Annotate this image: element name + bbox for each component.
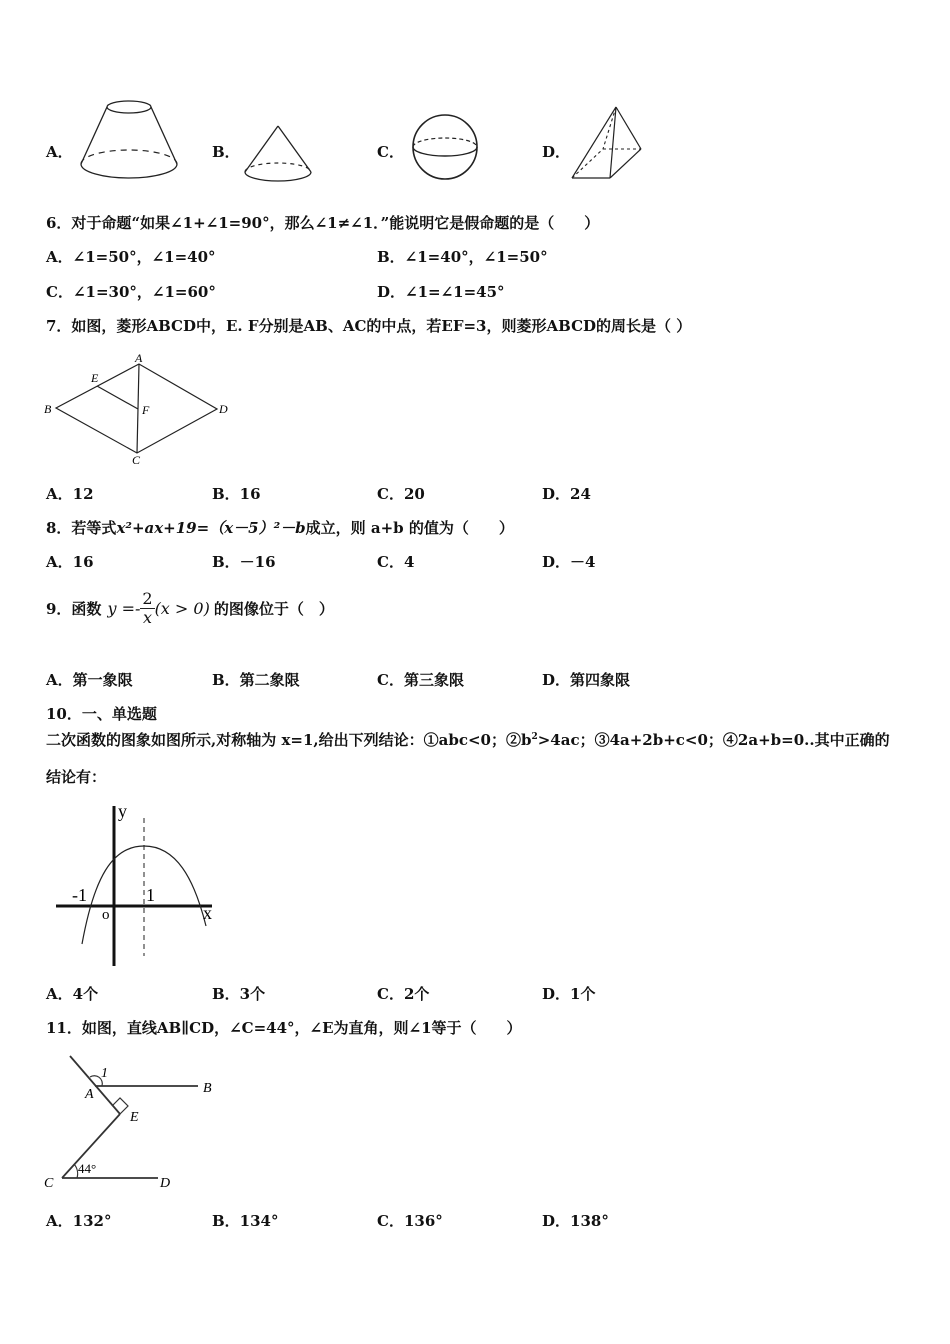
parallel-label-e: E: [130, 1110, 139, 1125]
q7-option-a: A．12: [46, 485, 94, 503]
parallel-label-c: C: [44, 1176, 54, 1191]
q5-option-b-label: B．: [212, 143, 240, 161]
parallel-angle-44-label: 44°: [78, 1161, 97, 1176]
q11-stem: 11．如图，直线AB∥CD，∠C=44°，∠E为直角，则∠1等于（ ）: [46, 1019, 522, 1037]
q8-stem-suffix: 成立，则 a+b 的值为（ ）: [305, 519, 514, 537]
parabola-one-label: 1: [146, 885, 155, 905]
parabola-figure: [56, 798, 222, 970]
parabola-y-axis-label: y: [118, 801, 127, 821]
q6-stem: 6．对于命题“如果∠1+∠1=90°，那么∠1≠∠1．”能说明它是假命题的是（ ）: [46, 214, 600, 232]
rhombus-label-a: A: [135, 351, 143, 365]
q10-stem-sup: 2: [531, 732, 538, 742]
q10-option-c: C．2个: [377, 985, 430, 1003]
q8-option-d: D．－4: [542, 553, 596, 571]
q8-stem: [46, 517, 514, 538]
q10-option-a: A．4个: [46, 985, 99, 1003]
q5-option-c-label: C．: [377, 143, 404, 161]
pyramid-figure: [570, 104, 648, 184]
parabola-neg1-label: -1: [72, 885, 87, 905]
q10-option-d: D．1个: [542, 985, 596, 1003]
q9-stem-prefix: 9．函数: [46, 599, 102, 618]
q8-option-b: B．－16: [212, 553, 276, 571]
q9-func-lhs: y =-: [107, 598, 141, 618]
q5-option-d-label: D．: [542, 143, 571, 161]
q11-option-a: A．132°: [46, 1212, 112, 1230]
q8-option-c: C．4: [377, 553, 415, 571]
parabola-x-axis-label: x: [203, 903, 212, 923]
q9-option-b: B．第二象限: [212, 671, 300, 689]
rhombus-label-e: E: [91, 371, 99, 385]
rhombus-label-d: D: [219, 402, 228, 416]
q9-fraction: [140, 590, 154, 627]
rhombus-label-b: B: [44, 402, 52, 416]
parabola-origin-label: o: [102, 907, 110, 923]
q6-option-d: D．∠1=∠1=45°: [377, 283, 505, 301]
q6-option-a: A．∠1=50°，∠1=40°: [46, 248, 216, 266]
q9-stem: [46, 588, 334, 628]
q6-option-b: B．∠1=40°，∠1=50°: [377, 248, 548, 266]
q9-fraction-denominator: x: [142, 607, 152, 627]
parallel-lines-figure: [40, 1050, 230, 1198]
q7-option-b: B．16: [212, 485, 261, 503]
parallel-label-a: A: [85, 1087, 94, 1102]
rhombus-label-f: F: [142, 403, 150, 417]
q10-stem-line2-a: 二次函数的图象如图所示,对称轴为 x=1,给出下列结论：①abc<0；②b: [46, 731, 532, 749]
q9-func-condition: (x > 0): [154, 598, 210, 618]
parallel-angle-1-label: 1: [101, 1066, 108, 1081]
q7-stem: 7．如图，菱形ABCD中，E. F分别是AB、AC的中点，若EF=3，则菱形ABCD的周长是（ ）: [46, 317, 692, 335]
q10-stem-line2-b: >4ac；③4a+2b+c<0；④2a+b=0..其中正确的: [537, 731, 890, 749]
cone-figure: [242, 124, 316, 186]
q10-stem-line3: 结论有：: [46, 768, 107, 786]
frustum-figure: [78, 98, 180, 184]
q10-stem-line2: [46, 729, 890, 750]
rhombus-label-c: C: [132, 453, 141, 467]
sphere-figure: [410, 112, 482, 184]
q8-stem-prefix: 8．若等式: [46, 519, 117, 537]
q10-stem-line1: 10．一、单选题: [46, 705, 157, 723]
q11-option-c: C．136°: [377, 1212, 443, 1230]
q10-option-b: B．3个: [212, 985, 266, 1003]
parallel-label-d: D: [160, 1176, 171, 1191]
q9-stem-suffix: 的图像位于（ ）: [213, 599, 334, 618]
q9-option-d: D．第四象限: [542, 671, 631, 689]
rhombus-figure: [40, 350, 240, 468]
q7-option-c: C．20: [377, 485, 425, 503]
parallel-label-b: B: [203, 1081, 212, 1096]
q9-option-a: A．第一象限: [46, 671, 133, 689]
q7-option-d: D．24: [542, 485, 591, 503]
q9-fraction-numerator: 2: [142, 588, 153, 608]
q8-option-a: A．16: [46, 553, 94, 571]
q11-option-d: D．138°: [542, 1212, 609, 1230]
q5-option-a-label: A．: [46, 143, 73, 161]
q8-stem-math: x²+ax+19=（x－5）²－b: [116, 519, 306, 537]
q11-option-b: B．134°: [212, 1212, 279, 1230]
q6-option-c: C．∠1=30°，∠1=60°: [46, 283, 216, 301]
q9-option-c: C．第三象限: [377, 671, 464, 689]
